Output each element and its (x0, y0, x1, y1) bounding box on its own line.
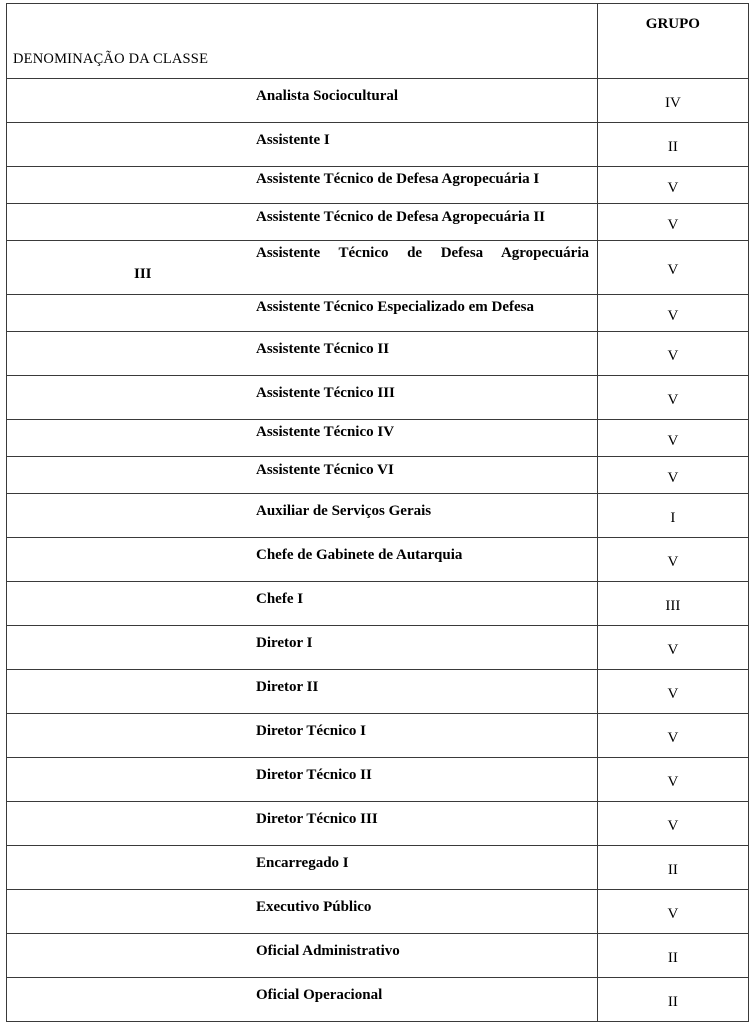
table-row (7, 494, 749, 538)
group-cell: IV (597, 79, 748, 123)
class-name-cell (7, 204, 598, 241)
table-row (7, 79, 749, 123)
class-name: Diretor Técnico III (256, 811, 378, 827)
class-name: Assistente Técnico IV (256, 424, 395, 440)
table-row (7, 582, 749, 626)
class-name: Auxiliar de Serviços Gerais (256, 503, 432, 519)
table-row (7, 758, 749, 802)
class-name-cell (7, 457, 598, 494)
class-name: Chefe de Gabinete de Autarquia (256, 547, 463, 563)
class-name-cell (7, 167, 598, 204)
group-cell: II (597, 123, 748, 167)
class-name-cell (7, 123, 598, 167)
class-name: Assistente Técnico de Defesa Agropecuária (256, 245, 589, 261)
class-name: Oficial Operacional (256, 987, 383, 1003)
group-cell: V (597, 890, 748, 934)
group-cell: V (597, 758, 748, 802)
class-name-cell (7, 332, 598, 376)
class-name-cell (7, 890, 598, 934)
class-name-cell (7, 538, 598, 582)
class-name-cell (7, 420, 598, 457)
table-row (7, 457, 749, 494)
class-name: Oficial Administrativo (256, 943, 400, 959)
class-name: Analista Sociocultural (256, 88, 399, 104)
class-name-cell (7, 626, 598, 670)
table-row (7, 241, 749, 295)
class-name: Assistente Técnico II (256, 341, 390, 357)
class-name-cell (7, 295, 598, 332)
class-name: Assistente Técnico VI (256, 462, 394, 478)
class-name: Diretor Técnico I (256, 723, 366, 739)
class-name-cell (7, 376, 598, 420)
class-name: Chefe I (256, 591, 304, 607)
table-row (7, 420, 749, 457)
class-name: Assistente I (256, 132, 330, 148)
class-name-cell (7, 758, 598, 802)
table-row (7, 332, 749, 376)
class-name-cell (7, 494, 598, 538)
group-cell: V (597, 241, 748, 295)
class-name-cell (7, 241, 598, 295)
class-name: Diretor I (256, 635, 313, 651)
classes-table (6, 3, 749, 1022)
class-name: Executivo Público (256, 899, 372, 915)
group-cell: V (597, 204, 748, 241)
class-name: Assistente Técnico III (256, 385, 395, 401)
table-header-row (7, 4, 749, 79)
class-name-cell (7, 846, 598, 890)
group-cell: V (597, 295, 748, 332)
class-name: Encarregado I (256, 855, 349, 871)
group-cell: V (597, 802, 748, 846)
group-cell: V (597, 670, 748, 714)
table-row (7, 846, 749, 890)
class-name: Assistente Técnico de Defesa Agropecuária I (256, 171, 540, 187)
header-group: GRUPO (597, 4, 748, 79)
group-cell: II (597, 934, 748, 978)
class-name-cell (7, 978, 598, 1022)
table-row (7, 670, 749, 714)
class-name-continuation: III (134, 266, 152, 282)
class-name-cell (7, 582, 598, 626)
group-cell: I (597, 494, 748, 538)
class-name-cell (7, 79, 598, 123)
class-name-cell (7, 934, 598, 978)
group-cell: V (597, 457, 748, 494)
class-name: Assistente Técnico Especializado em Defesa (256, 299, 535, 315)
table-row (7, 295, 749, 332)
class-name-cell (7, 802, 598, 846)
table-row (7, 376, 749, 420)
header-class-name: DENOMINAÇÃO DA CLASSE (7, 4, 598, 79)
table-row (7, 167, 749, 204)
group-cell: II (597, 846, 748, 890)
group-cell: V (597, 332, 748, 376)
class-name-cell (7, 714, 598, 758)
table-row (7, 714, 749, 758)
table-row (7, 934, 749, 978)
group-cell: V (597, 376, 748, 420)
table-row (7, 978, 749, 1022)
class-name: Diretor II (256, 679, 319, 695)
table-row (7, 204, 749, 241)
table-row (7, 538, 749, 582)
group-cell: V (597, 714, 748, 758)
table-row (7, 123, 749, 167)
class-name: Assistente Técnico de Defesa Agropecuária II (256, 209, 545, 225)
table-row (7, 802, 749, 846)
group-cell: V (597, 538, 748, 582)
group-cell: III (597, 582, 748, 626)
group-cell: V (597, 626, 748, 670)
group-cell: II (597, 978, 748, 1022)
table-row (7, 626, 749, 670)
class-name-cell (7, 670, 598, 714)
group-cell: V (597, 420, 748, 457)
class-name: Diretor Técnico II (256, 767, 372, 783)
group-cell: V (597, 167, 748, 204)
table-row (7, 890, 749, 934)
